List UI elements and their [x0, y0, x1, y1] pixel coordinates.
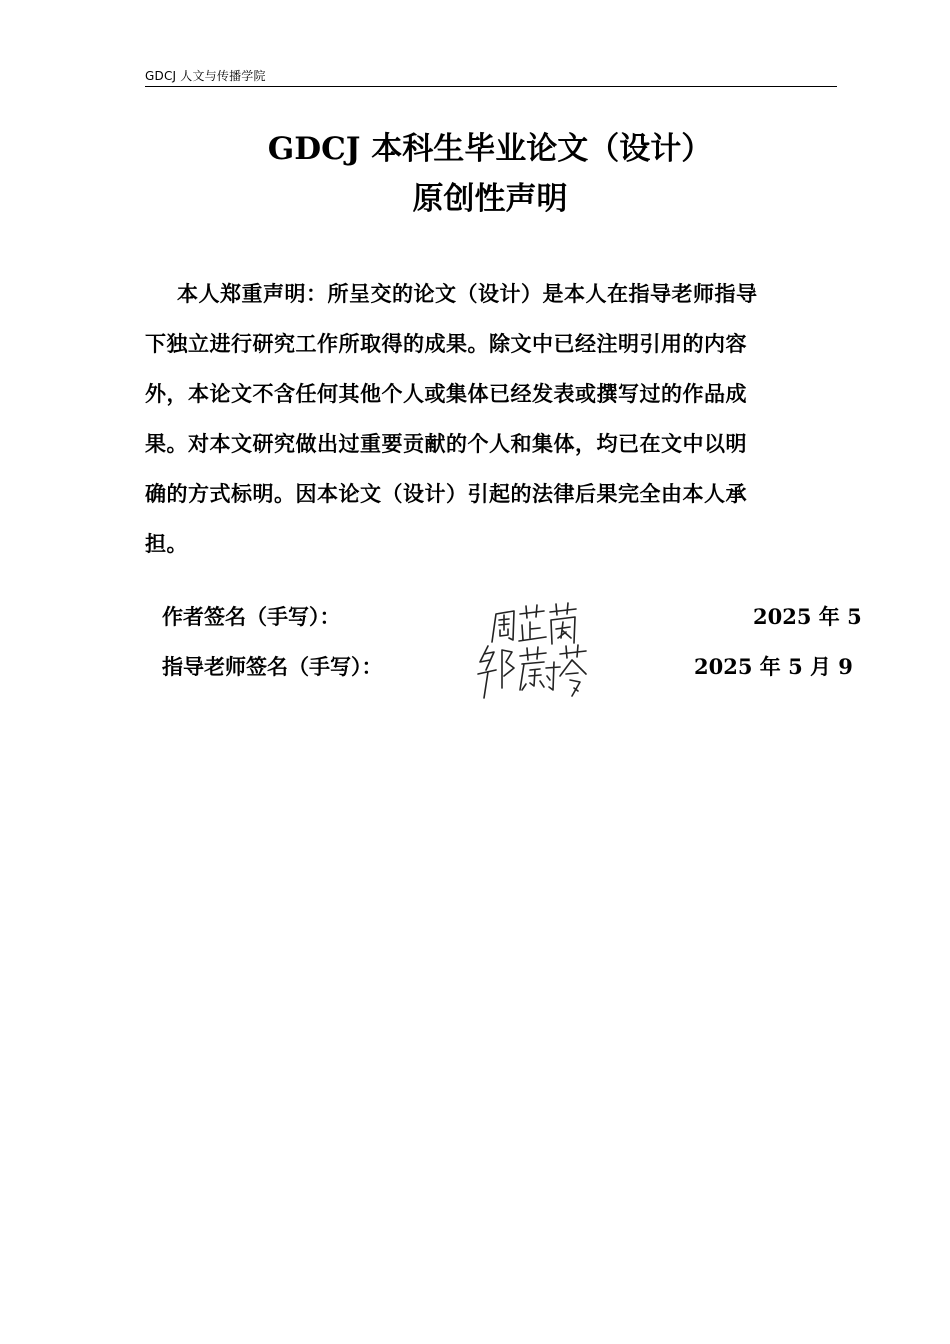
paragraph-line: 外，本论文不含任何其他个人或集体已经发表或撰写过的作品成 — [145, 381, 747, 406]
advisor-signature-label: 指导老师签名（手写）： — [162, 654, 383, 679]
document-subtitle: 原创性声明 — [412, 181, 568, 217]
advisor-handwritten-signature — [474, 640, 589, 702]
paragraph-line: 下独立进行研究工作所取得的成果。除文中已经注明引用的内容 — [145, 331, 747, 356]
author-signature-date: 2025 年 5 — [753, 604, 862, 629]
paragraph-line: 确的方式标明。因本论文（设计）引起的法律后果完全由本人承 — [145, 481, 747, 506]
page-header — [145, 66, 837, 87]
header-text: GDCJ 人文与传播学院 — [145, 69, 266, 83]
document-title: GDCJ 本科生毕业论文（设计） — [267, 131, 713, 167]
author-signature-label: 作者签名（手写）： — [162, 604, 341, 629]
paragraph-line: 担。 — [145, 531, 188, 556]
paragraph-line: 本人郑重声明：所呈交的论文（设计）是本人在指导老师指导 — [177, 281, 758, 306]
paragraph-line: 果。对本文研究做出过重要贡献的个人和集体，均已在文中以明 — [145, 431, 747, 456]
advisor-signature-date: 2025 年 5 月 9 — [694, 654, 853, 679]
